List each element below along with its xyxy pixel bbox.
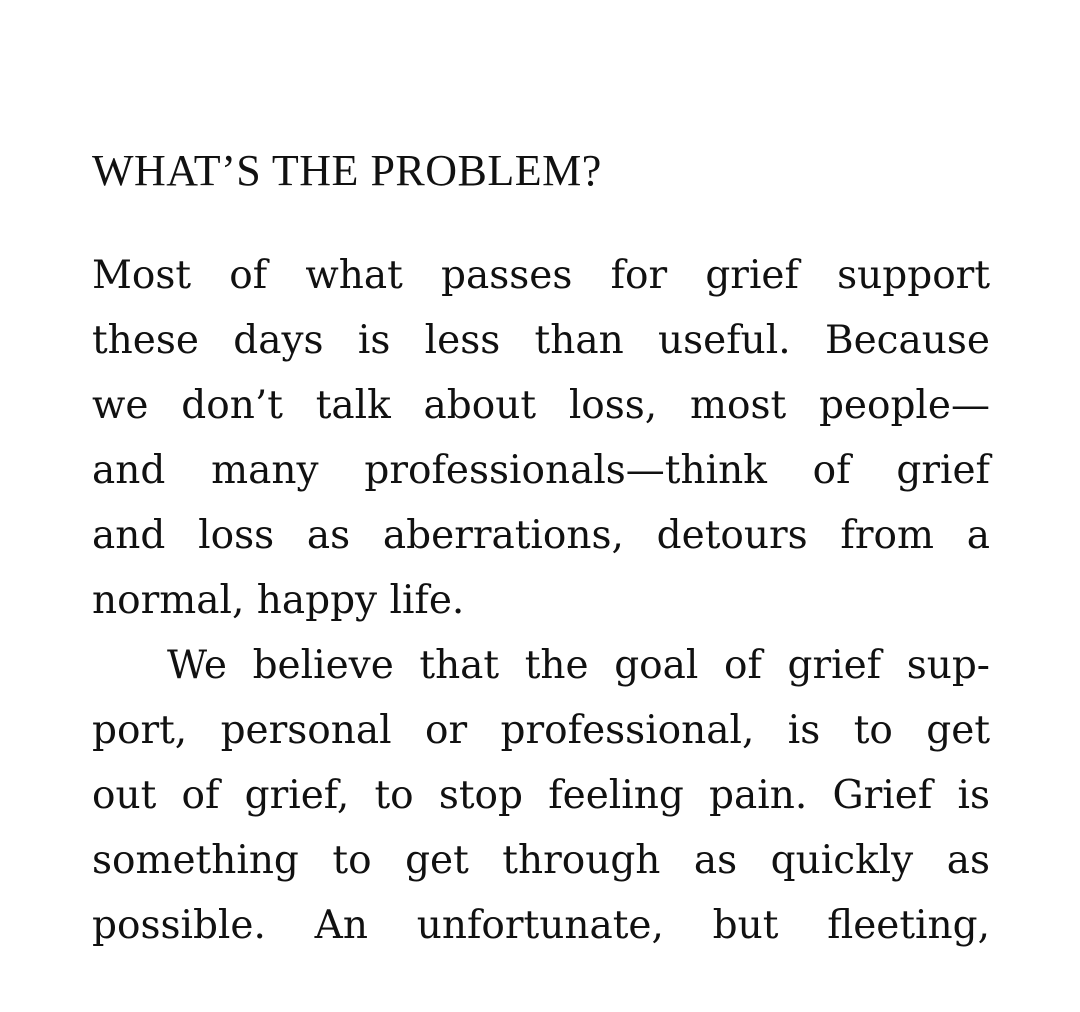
text-line: and many professionals—think of grief bbox=[92, 448, 990, 493]
text-line: normal, happy life. bbox=[92, 578, 465, 623]
text-line: something to get through as quickly as bbox=[92, 838, 990, 883]
text-line: out of grief, to stop feeling pain. Grief is bbox=[92, 773, 990, 818]
text-line: We believe that the goal of grief sup- bbox=[167, 643, 990, 688]
text-line: possible. An unfortunate, but fleeting, bbox=[92, 903, 990, 948]
text-line: we don’t talk about loss, most people— bbox=[92, 383, 990, 428]
section-heading: WHAT’S THE PROBLEM? bbox=[92, 146, 602, 195]
text-line: Most of what passes for grief support bbox=[92, 253, 990, 298]
text-line: these days is less than useful. Because bbox=[92, 318, 990, 363]
text-line: and loss as aberrations, detours from a bbox=[92, 513, 990, 558]
text-line: port, personal or professional, is to get bbox=[92, 708, 990, 753]
